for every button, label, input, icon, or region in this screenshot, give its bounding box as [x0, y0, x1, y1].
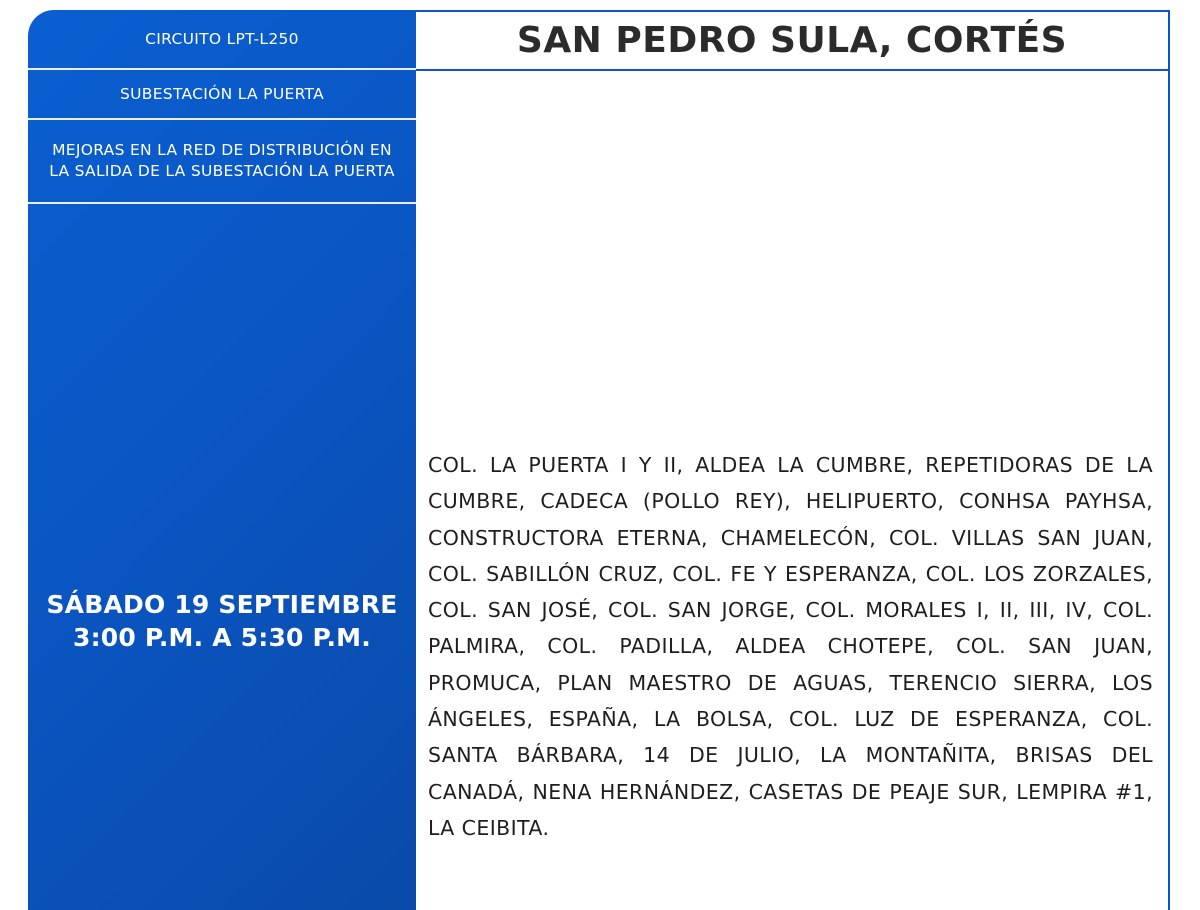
page-title: SAN PEDRO SULA, CORTÉS	[516, 20, 1068, 61]
affected-areas-panel	[416, 10, 1170, 910]
circuit-label: CIRCUITO LPT-L250	[145, 29, 299, 48]
outage-date: SÁBADO 19 SEPTIEMBRE	[46, 590, 398, 619]
substation-label: SUBESTACIÓN LA PUERTA	[120, 84, 324, 103]
outage-schedule	[28, 588, 416, 654]
title-bar	[416, 12, 1168, 71]
outage-time: 3:00 P.M. A 5:30 P.M.	[73, 623, 371, 652]
divider	[28, 202, 416, 204]
schedule-panel	[28, 10, 416, 910]
affected-areas-list: COL. LA PUERTA I Y II, ALDEA LA CUMBRE, REPETIDORAS DE LA CUMBRE, CADECA (POLLO REY), HELIPUERTO, CONHSA PAYHSA, CONSTRUCTORA ETERNA, CHAMELECÓN, COL. VILLAS SAN JUAN, COL. SABILLÓN CRUZ, COL. FE Y ESPERANZA, COL. LOS ZORZALES, COL. SAN JOSÉ, COL. SAN JORGE, COL. MORALES I, II, III, IV, COL. PALMIRA, COL. PADILLA, ALDEA CHOTEPE, COL. SAN JUAN, PROMUCA, PLAN MAESTRO DE AGUAS, TERENCIO SIERRA, LOS ÁNGELES, ESPAÑA, LA BOLSA, COL. LUZ DE ESPERANZA, COL. SANTA BÁRBARA, 14 DE JULIO, LA MONTAÑITA, BRISAS DEL CANADÁ, NENA HERNÁNDEZ, CASETAS DE PEAJE SUR, LEMPIRA #1, LA CEIBITA.	[428, 453, 1153, 840]
work-description: MEJORAS EN LA RED DE DISTRIBUCIÓN EN LA SALIDA DE LA SUBESTACIÓN LA PUERTA	[49, 141, 395, 180]
